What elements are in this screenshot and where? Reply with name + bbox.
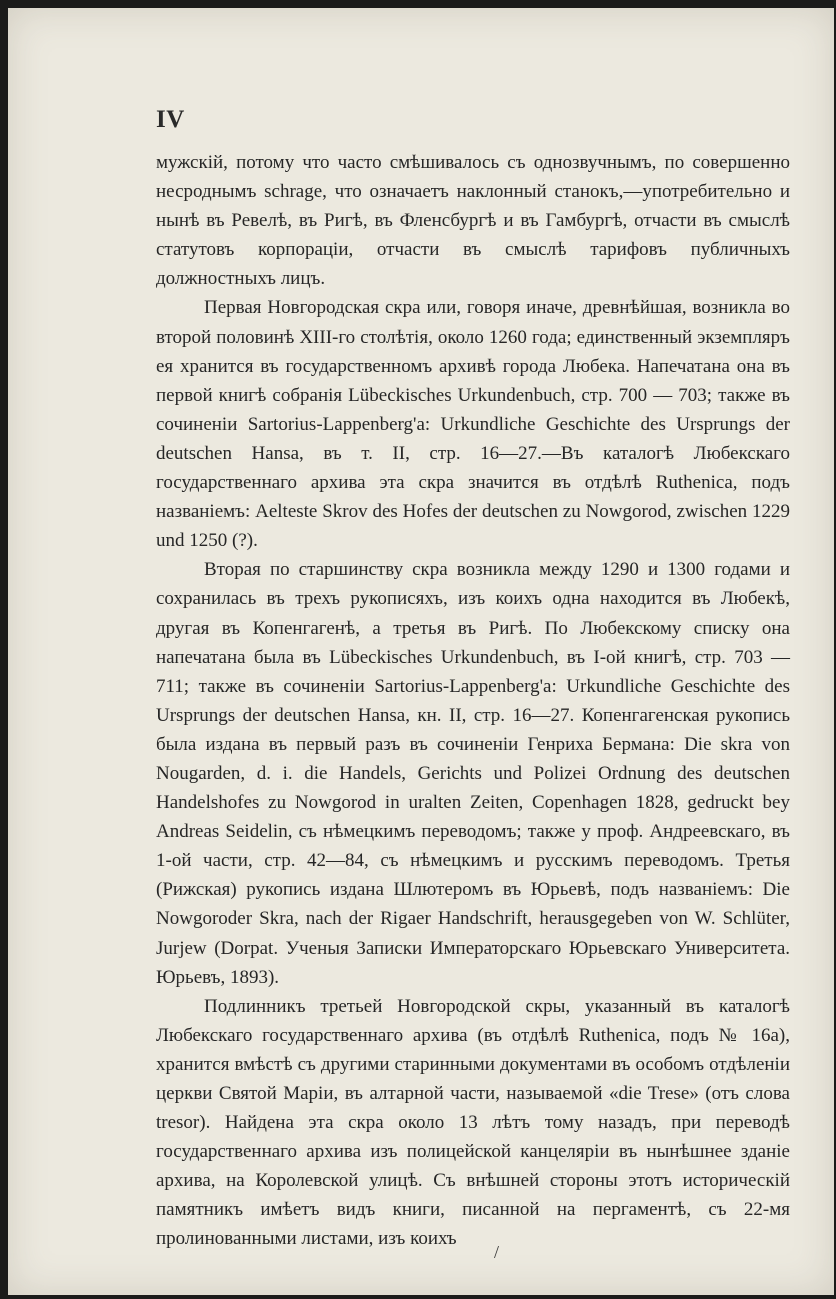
text-run: : Urkundliche Geschichte des Ursprungs der deutschen Hansa, въ т. II, стр. 16—27.—Въ каталогѣ Любекскаго государственнаго архива эта скра значится въ отдѣлѣ Ruthenica, подъ названіемъ: Aelteste Skrov des Hofes der deutschen zu Nowgorod, zwischen 1229 und 1250 (?).	[156, 413, 790, 552]
author-name: Генриха Бермана	[527, 733, 670, 755]
text-run: Новгородская скра или, говоря иначе, древнѣйшая, возникла во второй половинѣ XIII-го столѣтія, около 1260 года; единственный экземпляръ ея хранится въ государственномъ архивѣ города Любека. Напечатана она въ первой книгѣ собранія Lübeckisches Urkundenbuch, стр. 700 — 703; также въ сочиненіи	[156, 297, 790, 435]
text-run: Подлинникъ	[204, 995, 321, 1017]
paragraph-3	[156, 555, 790, 991]
text-run: : Die skra von Nougarden, d. i. die Handels, Gerichts und Polizei Ordnung des deutschen Handelshofes zu Nowgorod in uralten Zeiten, Copenhagen 1828, gedruckt bey Andreas Seidelin, съ нѣмецкимъ переводомъ; также у проф. Андреевскаго, въ 1-ой части, стр. 42—84, съ нѣмецкимъ и русскимъ переводомъ. Третья (Рижская) рукопись издана Шлютеромъ въ Юрьевѣ, подъ названіемъ: Die Nowgoroder Skra, nach der Rigaer Handschrift, herausgegeben von W. Schlüter, Jurjew (Dorpat. Ученыя Записки Императорскаго Юрьевскаго Университета. Юрьевъ, 1893).	[156, 733, 790, 988]
emphasis-word: Вторая	[204, 559, 261, 581]
text-run: Новгородской скры, указанный въ каталогѣ Любекскаго государственнаго архива (въ отдѣлѣ Ruthenica, подъ № 16a), хранится вмѣстѣ съ другими старинными документами въ особомъ отдѣленіи церкви Святой Маріи, въ алтарной части, называемой «die Trese» (отъ слова tresor). Найдена эта скра около 13 лѣтъ тому назадъ, при переводѣ государственнаго архива изъ полицейской канцеляріи въ нынѣшнее зданіе архива, на Королевской улицѣ. Съ внѣшней стороны этотъ историческій памятникъ имѣетъ видъ книги, писанной на пергаментѣ, съ 22-мя пролинованными листами, изъ коихъ	[156, 995, 790, 1250]
author-name: Sartorius-Lappenberg'a	[247, 413, 425, 435]
page-mark: /	[494, 1242, 500, 1262]
paragraph-4	[156, 992, 790, 1254]
author-name: Sartorius-Lappenberg'a	[374, 675, 552, 697]
page-number: IV	[156, 106, 185, 133]
paragraph-2	[156, 293, 790, 555]
emphasis-word: Первая	[204, 297, 262, 319]
text-run: : Urkundliche Geschichte des Ursprungs der deutschen Hansa, кн. II, стр. 16—27. Копенгагенская рукопись была издана въ первый разъ въ сочиненіи	[156, 675, 790, 755]
paragraph-1	[156, 148, 790, 293]
scanned-page	[8, 8, 834, 1295]
emphasis-word: третьей	[320, 995, 383, 1017]
text-run: по старшинству скра возникла между 1290 и 1300 годами и сохранилась въ трехъ рукописяхъ, изъ коихъ одна находится въ Любекѣ, другая въ Копенгагенѣ, а третья въ Ригѣ. По Любекскому списку она напечатана была въ Lübeckisches Urkundenbuch, въ I-ой книгѣ, стр. 703 — 711; также въ сочиненіи	[156, 559, 790, 697]
text-run: мужскій, потому что часто смѣшивалось съ однозвучнымъ, по совершенно несроднымъ schrage, что означаетъ наклонный станокъ,—употребительно и нынѣ въ Ревелѣ, въ Ригѣ, въ Фленсбургѣ и въ Гамбургѣ, отчасти въ смыслѣ статутовъ корпораціи, отчасти въ смыслѣ тарифовъ публичныхъ должностныхъ лицъ.	[156, 152, 790, 290]
body-text	[156, 148, 790, 1254]
